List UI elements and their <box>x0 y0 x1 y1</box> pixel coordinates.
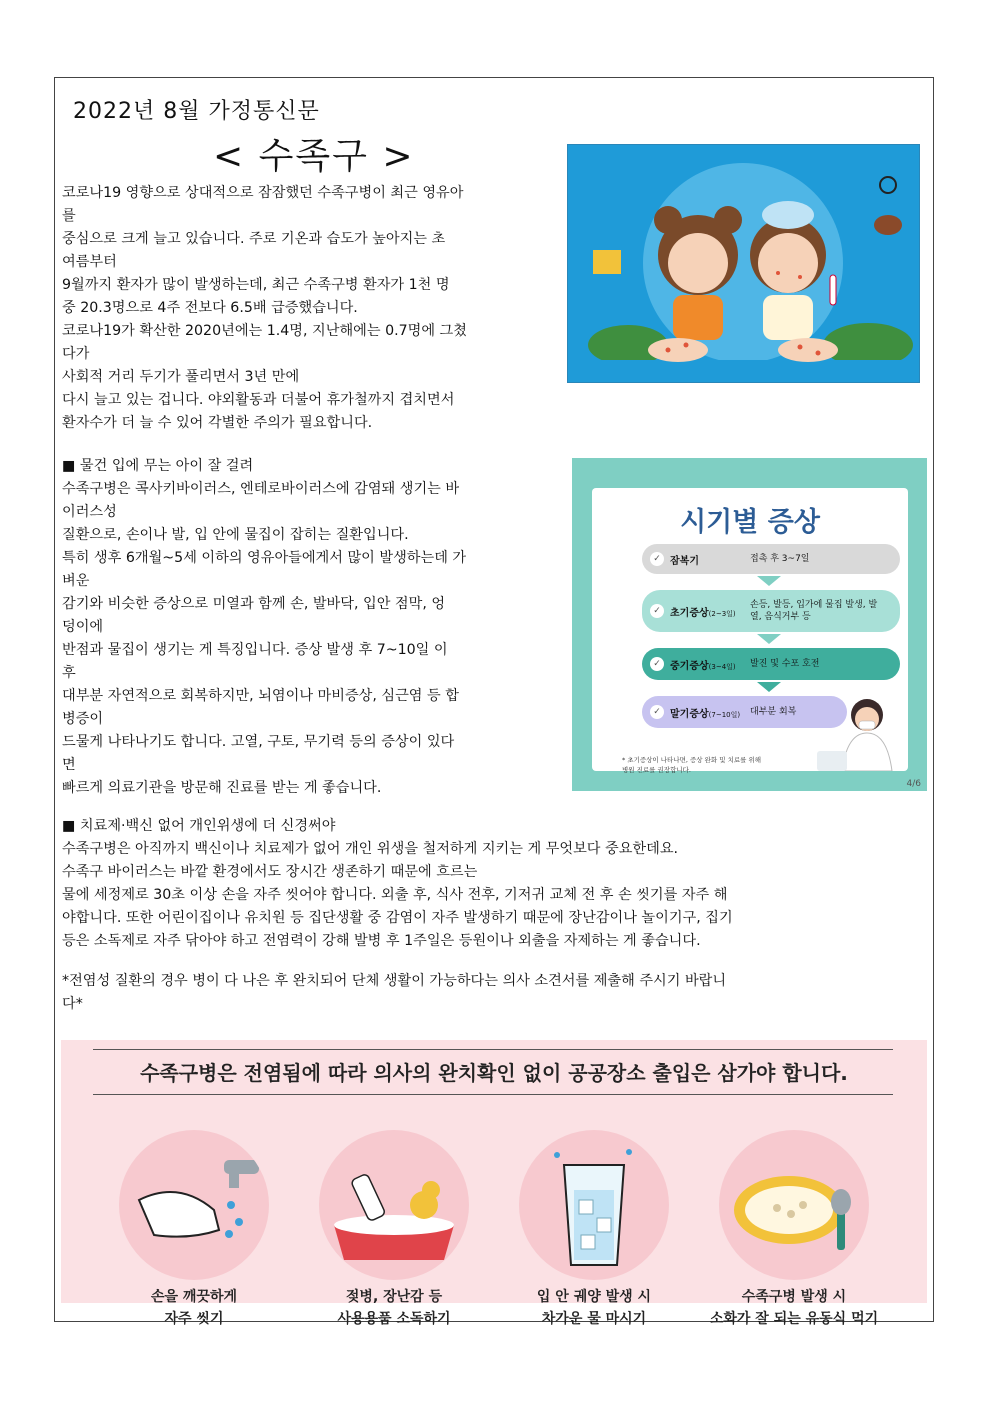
tip-cold-water <box>499 1130 689 1330</box>
tip-caption: 손을 깨끗하게 자주 씻기 <box>150 1289 238 1327</box>
section-line: 덩이에 <box>62 619 104 635</box>
intro-line: 9월까지 환자가 많이 발생하는데, 최근 수족구병 환자가 1천 명 <box>62 277 450 293</box>
intro-line: 환자수가 더 늘 수 있어 각별한 주의가 필요합니다. <box>62 415 373 431</box>
newsletter-title: 2022년 8월 가정통신문 <box>73 99 320 124</box>
section-line: 등은 소독제로 자주 닦아야 하고 전염력이 강해 발병 후 1주일은 등원이나 외출을 자제하는 게 좋습니다. <box>62 933 701 949</box>
stage-name: 초기증상(2~3일) <box>670 607 736 619</box>
page-indicator: 4/6 <box>906 779 921 789</box>
stage-name: 중기증상(3~4일) <box>670 660 736 672</box>
section-line: 반점과 물집이 생기는 게 특징입니다. 증상 발생 후 7~10일 이 <box>62 642 448 658</box>
symptoms-footnote: * 초기증상이 나타나면, 증상 완화 및 치료를 위해 병원 진료를 권장합니다. <box>622 756 762 774</box>
section-line: 물에 세정제로 30초 이상 손을 자주 씻어야 합니다. 외출 후, 식사 전후, 기저귀 교체 전 후 손 씻기를 자주 해 <box>62 887 728 903</box>
section-line: 야합니다. 또한 어린이집이나 유치원 등 집단생활 중 감염이 자주 발생하기 때문에 장난감이나 놀이기구, 집기 <box>62 910 733 926</box>
intro-line: 중심으로 크게 늘고 있습니다. 주로 기온과 습도가 높아지는 초 <box>62 231 446 247</box>
note-line: *전염성 질환의 경우 병이 다 나은 후 완치되어 단체 생활이 가능하다는 의사 소견서를 제출해 주시기 바랍니 <box>62 973 727 989</box>
section-line: 특히 생후 6개월~5세 이하의 영유아들에게서 많이 발생하는데 가 <box>62 550 467 566</box>
tip-caption: 젖병, 장난감 등 사용용품 소독하기 <box>337 1289 451 1327</box>
stage-desc: 발진 및 수포 호전 <box>750 659 820 669</box>
sick-children-illustration <box>567 144 920 383</box>
divider <box>93 1094 893 1095</box>
prevention-banner <box>61 1040 927 1327</box>
section-line: 후 <box>62 665 76 681</box>
section-line: 면 <box>62 757 76 773</box>
intro-line: 다가 <box>62 346 90 362</box>
stage-middle <box>642 648 900 680</box>
stage-name: 말기증상(7~10일) <box>670 708 741 720</box>
tip-caption: 수족구병 발생 시 소화가 잘 되는 유동식 먹기 <box>709 1289 879 1327</box>
banner-title: 수족구병은 전염됨에 따라 의사의 완치확인 없이 공공장소 출입은 삼가야 합니다. <box>140 1061 848 1085</box>
stage-incubation <box>642 544 900 574</box>
intro-line: 여름부터 <box>62 254 117 270</box>
doctor-note-request <box>62 970 927 1016</box>
stage-name: 잠복기 <box>670 555 699 567</box>
section-heading: ■ 물건 입에 무는 아이 잘 걸려 <box>62 458 254 474</box>
doctor-icon <box>817 693 907 771</box>
intro-line: 를 <box>62 208 76 224</box>
check-icon: ✓ <box>650 657 664 671</box>
topic-title: < 수족구 > <box>213 136 415 177</box>
note-line: 다* <box>62 996 83 1012</box>
down-arrow-icon <box>757 682 781 692</box>
stage-early <box>642 590 900 632</box>
section-line: 질환으로, 손이나 발, 입 안에 물집이 잡히는 질환입니다. <box>62 527 409 543</box>
symptoms-card-inner <box>592 488 908 774</box>
porridge-bowl-icon <box>719 1130 869 1280</box>
down-arrow-icon <box>757 634 781 644</box>
symptoms-by-stage-card <box>572 458 927 791</box>
tip-caption: 입 안 궤양 발생 시 차가운 물 마시기 <box>536 1289 652 1327</box>
symptoms-title: 시기별 증상 <box>680 507 820 538</box>
section-hygiene <box>62 815 927 953</box>
section-line: 빠르게 의료기관을 방문해 진료를 받는 게 좋습니다. <box>62 780 382 796</box>
down-arrow-icon <box>757 576 781 586</box>
intro-line: 사회적 거리 두기가 풀리면서 3년 만에 <box>62 369 300 385</box>
baby-bottle-toy-icon <box>319 1130 469 1280</box>
intro-line: 다시 늘고 있는 겁니다. 야외활동과 더불어 휴가철까지 겹치면서 <box>62 392 455 408</box>
tip-handwashing <box>99 1130 289 1330</box>
intro-line: 중 20.3명으로 4주 전보다 6.5배 급증했습니다. <box>62 300 358 316</box>
stage-desc: 대부분 회복 <box>750 707 797 717</box>
section-line: 대부분 자연적으로 회복하지만, 뇌염이나 마비증상, 심근염 등 합 <box>62 688 459 704</box>
section-line: 감기와 비슷한 증상으로 미열과 함께 손, 발바닥, 입안 점막, 엉 <box>62 596 446 612</box>
section-line: 드물게 나타나기도 합니다. 고열, 구토, 무기력 등의 증상이 있다 <box>62 734 455 750</box>
intro-line: 코로나19 영향으로 상대적으로 잠잠했던 수족구병이 최근 영유아 <box>62 185 464 201</box>
section-line: 수족구병은 아직까지 백신이나 치료제가 없어 개인 위생을 철저하게 지키는 게 무엇보다 중요한데요. <box>62 841 679 857</box>
section-line: 벼운 <box>62 573 90 589</box>
stage-desc: 접촉 후 3~7일 <box>750 554 810 564</box>
section-line: 수족구병은 콕사키바이러스, 엔테로바이러스에 감염돼 생기는 바 <box>62 481 460 497</box>
tip-disinfect <box>299 1130 489 1330</box>
check-icon: ✓ <box>650 552 664 566</box>
ice-water-glass-icon <box>519 1130 669 1280</box>
section-line: 이러스성 <box>62 504 117 520</box>
hand-washing-icon <box>119 1130 269 1280</box>
section-heading: ■ 치료제·백신 없어 개인위생에 더 신경써야 <box>62 818 336 834</box>
check-icon: ✓ <box>650 604 664 618</box>
stage-desc: 손등, 발등, 입가에 물집 발생, 발열, 음식거부 등 <box>750 600 878 622</box>
section-line: 수족구 바이러스는 바깥 환경에서도 장시간 생존하기 때문에 흐르는 <box>62 864 478 880</box>
intro-line: 코로나19가 확산한 2020년에는 1.4명, 지난해에는 0.7명에 그쳤 <box>62 323 467 339</box>
tip-soft-food <box>699 1130 889 1330</box>
section-line: 병증이 <box>62 711 104 727</box>
intro-paragraph <box>62 182 567 435</box>
section-infection <box>62 455 572 800</box>
divider <box>93 1049 893 1050</box>
check-icon: ✓ <box>650 705 664 719</box>
